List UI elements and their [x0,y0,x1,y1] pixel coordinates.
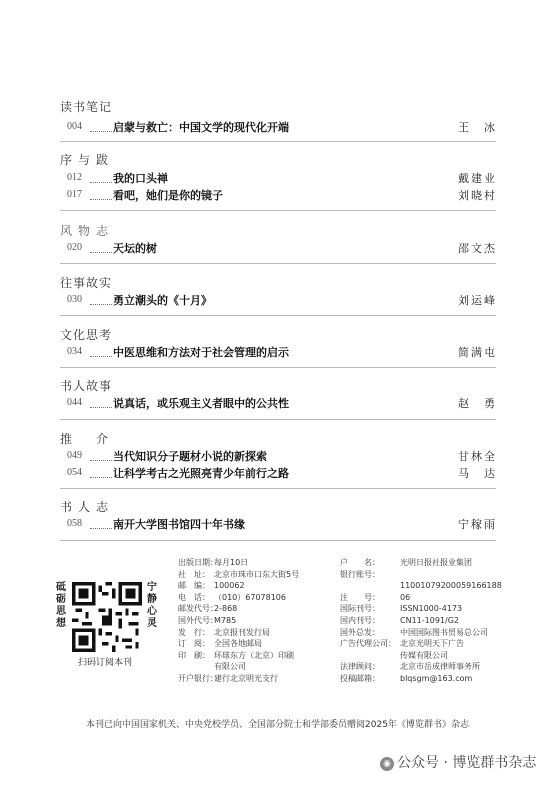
section-divider [60,315,496,316]
page-number: 034 [67,346,82,357]
article-title[interactable]: 当代知识分子题材小说的新探索 [113,450,267,463]
info-row: 国内刊号： CN11-1091/G2 [340,615,459,625]
toc-entry[interactable] [67,170,497,186]
info-row: 印 刷： 环球东方（北京）印刷 [178,650,294,660]
info-row: 户 名： 光明日报社报业集团 [340,558,472,567]
info-row: 社 址： 北京市珠市口东大街5号 [178,569,300,579]
wechat-icon: ◉ [380,757,394,771]
info-row: 国际刊号： ISSN1000-4173 [340,604,463,614]
info-row: 开户银行：建行北京明光支行 [178,673,278,683]
article-title[interactable]: 说真话，或乐观主义者眼中的公共性 [113,397,289,410]
qr-right-motto: 宁静心灵 [147,582,157,629]
page-number: 017 [67,189,82,200]
info-row: 注 号： 06 [340,592,411,602]
publication-info [178,557,299,685]
info-row: 投稿邮箱： blqsgm@163.com [340,673,473,683]
leader-dots [90,199,112,200]
article-title[interactable]: 我的口头禅 [113,172,168,185]
sect-label: 推 介 [60,432,115,446]
page-number: 030 [67,294,82,305]
watermark-text: 公众号 · 博览群书杂志 [397,755,537,771]
leader-dots [90,407,112,408]
info-row: 广告代理公司： 北京光明天下广告 [340,639,464,649]
section-divider [60,540,496,541]
article-author: 王 冰 [458,121,497,134]
article-title[interactable]: 中医思维和方法对于社会管理的启示 [113,346,289,359]
sect-label: 读书笔记 [60,100,113,114]
page-number: 020 [67,242,82,253]
sect-label: 风物志 [60,224,115,238]
info-row: 11001079200059166188 [400,581,502,591]
watermark [380,752,536,772]
account-info [340,557,502,685]
toc-entry[interactable] [67,395,497,411]
article-author: 简满屯 [458,346,497,359]
toc-entry[interactable] [67,119,497,135]
page-number: 004 [67,121,82,132]
sect-label: 书人志 [60,500,115,514]
leader-dots [90,252,112,253]
page-number: 049 [67,450,82,461]
leader-dots [90,131,112,132]
page-number: 054 [67,467,82,478]
toc-entry[interactable] [67,240,497,256]
page-number: 044 [67,397,82,408]
article-author: 甘林全 [458,450,497,463]
qr-code-icon[interactable] [72,582,142,652]
section-divider [60,210,496,211]
info-row: 传媒有限公司 [400,650,448,660]
info-row: 邮发代号：2-868 [178,604,238,614]
qr-block [52,580,162,670]
leader-dots [90,182,112,183]
page-number: 058 [67,518,82,529]
leader-dots [90,356,112,357]
article-author: 赵 勇 [458,397,497,410]
toc-entry[interactable] [67,465,497,481]
leader-dots [90,477,112,478]
article-title[interactable]: 南开大学图书馆四十年书缘 [113,518,245,531]
qr-left-motto: 砥砺思想 [56,582,66,629]
info-row: 出版日期：每月10日 [178,558,249,567]
section-divider [60,263,496,264]
info-row: 邮 编： 100062 [178,581,245,591]
toc-entry[interactable] [67,516,497,532]
info-row: 有限公司 [214,662,246,672]
sect-label: 文化思考 [60,328,113,342]
article-title[interactable]: 启蒙与救亡：中国文学的现代化开端 [113,121,289,134]
section-divider [60,141,496,142]
article-author: 戴建业 [458,172,497,185]
sect-label: 书人故事 [60,379,113,393]
article-title[interactable]: 看吧，她们是你的镜子 [113,189,223,202]
info-row: 国外总发： 中国国际图书贸易总公司 [340,627,488,637]
section-divider [60,488,496,489]
toc-entry[interactable] [67,292,497,308]
article-author: 马 达 [458,467,497,480]
article-author: 邵文杰 [458,242,497,255]
section-divider [60,367,496,368]
info-row: 电 话： （010）67078106 [178,592,286,602]
page-number: 012 [67,172,82,183]
toc-entry[interactable] [67,448,497,464]
footer-note: 本刊已向中国国家机关、中央党校学员、全国部分院士和学部委员赠阅2025年《博览群书》杂志 [86,720,469,730]
leader-dots [90,304,112,305]
sect-label: 序与跋 [60,153,115,167]
sect-label: 往事故实 [60,276,113,290]
article-author: 刘运峰 [458,294,497,307]
article-title[interactable]: 让科学考古之光照亮青少年前行之路 [113,467,289,480]
info-row: 法律顾问： 北京市岳成律师事务所 [340,662,480,672]
info-row: 银行账号： [340,569,380,579]
leader-dots [90,460,112,461]
info-row: 发 行： 北京报刊发行局 [178,627,270,637]
info-row: 国外代号：M785 [178,615,237,625]
qr-caption: 扫码订阅本刊 [78,658,133,668]
toc-entry[interactable] [67,344,497,360]
article-author: 宁稼雨 [458,518,497,531]
article-title[interactable]: 勇立潮头的《十月》 [113,294,212,307]
article-title[interactable]: 天坛的树 [113,242,157,255]
toc-entry[interactable] [67,187,497,203]
leader-dots [90,528,112,529]
section-divider [60,419,496,420]
article-author: 刘晓村 [458,189,497,202]
info-row: 订 阅： 全国各地邮局 [178,639,262,649]
